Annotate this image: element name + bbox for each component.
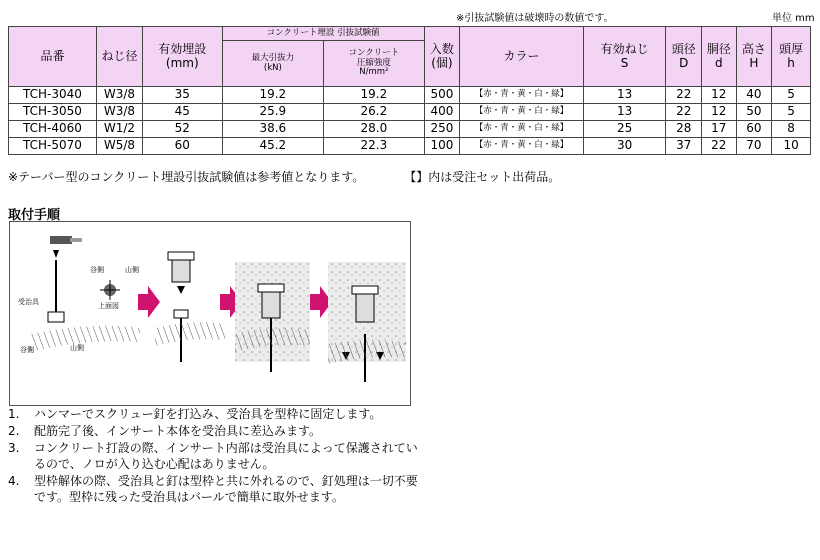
cell-embed: 52 <box>143 121 223 138</box>
step-item <box>8 473 418 505</box>
step-number: 3. <box>8 441 20 455</box>
cell-D: 22 <box>666 87 702 104</box>
cell-model: TCH-3050 <box>9 104 97 121</box>
cell-strength: 26.2 <box>324 104 425 121</box>
step1-figure <box>18 236 140 354</box>
cell-S: 25 <box>583 121 666 138</box>
unit-label: 単位 mm <box>772 13 815 24</box>
cell-H: 40 <box>736 87 772 104</box>
cell-color: 【赤・青・黄・白・緑】 <box>460 121 584 138</box>
header-head-dia: 頭径 D <box>666 27 702 87</box>
cell-H: 70 <box>736 138 772 155</box>
pull-test-note: ※引抜試験値は破壊時の数値です。 <box>456 13 614 24</box>
svg-text:上面図: 上面図 <box>98 302 119 310</box>
cell-thread: W3/8 <box>96 104 142 121</box>
cell-S: 13 <box>583 104 666 121</box>
step-text: 配筋完了後、インサート本体を受治具に差込みます。 <box>34 424 322 438</box>
cell-S: 30 <box>583 138 666 155</box>
step-item <box>8 423 418 439</box>
installation-diagram <box>10 222 410 405</box>
cell-H: 50 <box>736 104 772 121</box>
svg-text:谷側: 谷側 <box>90 266 104 274</box>
cell-max_pull: 38.6 <box>222 121 324 138</box>
cell-qty: 400 <box>424 104 460 121</box>
installation-figure <box>9 221 411 406</box>
cell-max_pull: 19.2 <box>222 87 324 104</box>
cell-h: 5 <box>772 104 811 121</box>
cell-d: 12 <box>702 104 737 121</box>
cell-qty: 100 <box>424 138 460 155</box>
cell-D: 28 <box>666 121 702 138</box>
header-max-pull: 最大引抜力 (kN) <box>222 41 324 87</box>
header-head-thk: 頭厚 h <box>772 27 811 87</box>
cell-max_pull: 45.2 <box>222 138 324 155</box>
cell-h: 10 <box>772 138 811 155</box>
step2-figure <box>155 252 225 362</box>
cell-model: TCH-4060 <box>9 121 97 138</box>
svg-text:受治具: 受治具 <box>18 298 39 306</box>
cell-max_pull: 25.9 <box>222 104 324 121</box>
cell-model: TCH-5070 <box>9 138 97 155</box>
step-text: 型枠解体の際、受治具と釘は型枠と共に外れるので、釘処理は一切不要です。型枠に残った受治具はバールで簡単に取外せます。 <box>34 474 418 504</box>
cell-h: 8 <box>772 121 811 138</box>
cell-strength: 28.0 <box>324 121 425 138</box>
taper-note: ※テーパー型のコンクリート埋設引抜試験値は参考値となります。 【】内は受注セット出荷品。 <box>8 170 561 184</box>
cell-D: 22 <box>666 104 702 121</box>
step3-figure <box>235 262 310 372</box>
step-number: 2. <box>8 424 20 438</box>
step-item <box>8 440 418 472</box>
cell-d: 12 <box>702 87 737 104</box>
svg-text:谷側: 谷側 <box>20 346 34 354</box>
cell-qty: 250 <box>424 121 460 138</box>
installation-steps <box>8 406 418 506</box>
spec-table <box>8 26 811 155</box>
cell-model: TCH-3040 <box>9 87 97 104</box>
table-row <box>9 121 811 138</box>
cell-thread: W5/8 <box>96 138 142 155</box>
cell-S: 13 <box>583 87 666 104</box>
header-color: カラー <box>460 27 584 87</box>
table-row <box>9 87 811 104</box>
step4-figure <box>328 262 406 382</box>
section-title: 取付手順 <box>8 208 61 223</box>
header-pull-test-group: コンクリート埋設 引抜試験値 <box>222 27 424 41</box>
cell-thread: W3/8 <box>96 87 142 104</box>
cell-color: 【赤・青・黄・白・緑】 <box>460 104 584 121</box>
cell-d: 17 <box>702 121 737 138</box>
header-concrete-strength: コンクリート 圧縮強度 N/mm² <box>324 41 425 87</box>
cell-embed: 60 <box>143 138 223 155</box>
svg-text:山側: 山側 <box>70 344 84 352</box>
cell-qty: 500 <box>424 87 460 104</box>
cell-embed: 45 <box>143 104 223 121</box>
cell-h: 5 <box>772 87 811 104</box>
table-row <box>9 104 811 121</box>
cell-color: 【赤・青・黄・白・緑】 <box>460 87 584 104</box>
step-text: コンクリート打設の際、インサート内部は受治具によって保護されているので、ノロが入り込む心配はありません。 <box>34 441 418 471</box>
cell-thread: W1/2 <box>96 121 142 138</box>
arrow-icon <box>138 286 160 318</box>
step-text: ハンマーでスクリュー釘を打込み、受治具を型枠に固定します。 <box>34 407 382 421</box>
header-body-dia: 胴径 d <box>702 27 737 87</box>
header-thread: ねじ径 <box>96 27 142 87</box>
header-eff-thread: 有効ねじ S <box>583 27 666 87</box>
table-row <box>9 138 811 155</box>
cell-color: 【赤・青・黄・白・緑】 <box>460 138 584 155</box>
step-item <box>8 406 418 422</box>
svg-text:山側: 山側 <box>125 266 139 274</box>
hammer-icon <box>50 236 72 244</box>
header-height: 高さ H <box>736 27 772 87</box>
step-number: 4. <box>8 474 20 488</box>
cell-H: 60 <box>736 121 772 138</box>
step-number: 1. <box>8 407 20 421</box>
header-qty: 入数 (個) <box>424 27 460 87</box>
cell-strength: 19.2 <box>324 87 425 104</box>
cell-D: 37 <box>666 138 702 155</box>
header-embed: 有効埋設 (mm) <box>143 27 223 87</box>
cell-d: 22 <box>702 138 737 155</box>
cell-embed: 35 <box>143 87 223 104</box>
header-model: 品番 <box>9 27 97 87</box>
cell-strength: 22.3 <box>324 138 425 155</box>
